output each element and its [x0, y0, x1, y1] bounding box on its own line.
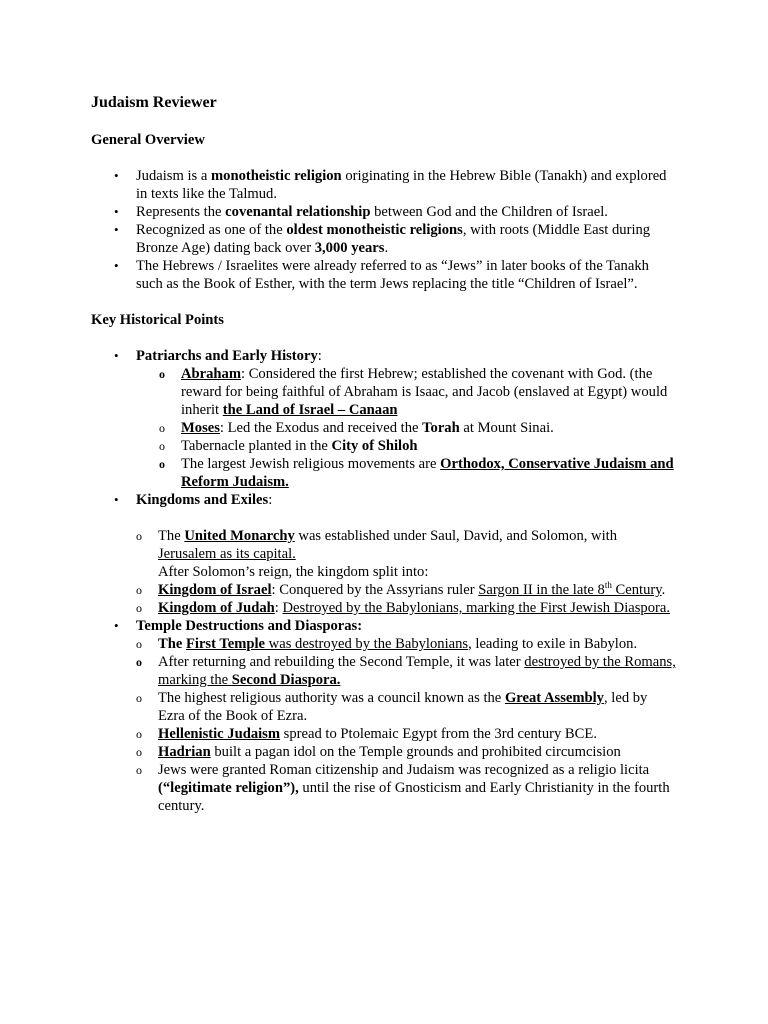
list-item	[136, 653, 676, 689]
bold-text: City of Shiloh	[331, 438, 418, 454]
bullet-icon: •	[114, 222, 119, 237]
bullet-icon: •	[114, 204, 119, 219]
text: Tabernacle planted in the	[181, 438, 332, 454]
circle-bullet-icon: o	[159, 421, 165, 435]
bold-underline-text: Hellenistic Judaism	[158, 726, 281, 742]
text: : Conquered by the Assyrians ruler	[271, 582, 479, 598]
text: The highest religious authority was a council known as the	[158, 690, 505, 706]
list-item	[114, 221, 676, 257]
list-item	[114, 257, 676, 293]
bold-text: oldest monotheistic religions	[286, 222, 463, 238]
text: : Considered the first Hebrew; established the covenant with God. (the reward for being faithful of Abraham is Isaac, and Jacob (enslaved at Egypt) would inherit	[181, 366, 668, 418]
general-overview-list	[114, 167, 676, 293]
circle-bullet-icon: o	[136, 655, 142, 669]
list-item	[136, 635, 676, 653]
text: Jews were granted Roman citizenship and Judaism was recognized as a religio licita	[158, 762, 650, 778]
bold-text: Torah	[422, 420, 460, 436]
bold-text: Kingdoms and Exiles	[136, 492, 269, 508]
bullet-icon: •	[114, 258, 119, 273]
document-title: Judaism Reviewer	[91, 94, 217, 111]
circle-bullet-icon: o	[136, 637, 142, 651]
list-item-patriarchs	[114, 347, 676, 491]
text: Recognized as one of the	[136, 222, 287, 238]
list-item	[159, 365, 676, 419]
underline-text: destroyed by the Romans, marking the	[158, 654, 676, 688]
text: originating in the Hebrew Bible (Tanakh) and explored in texts like the Talmud.	[136, 168, 667, 202]
list-item	[114, 203, 676, 221]
bold-underline-text: United Monarchy	[184, 528, 295, 544]
bold-underline-text: Kingdom of Judah	[158, 600, 275, 616]
circle-bullet-icon: o	[159, 439, 165, 453]
list-item	[136, 599, 676, 617]
text: until the rise of Gnosticism and Early Christianity in the fourth century.	[158, 780, 670, 814]
text: :	[274, 600, 283, 616]
circle-bullet-icon: o	[136, 691, 142, 705]
bold-underline-text: First Temple	[185, 636, 266, 652]
text: :	[268, 492, 273, 508]
list-item-kingdoms	[114, 491, 676, 617]
patriarchs-sublist	[136, 365, 676, 491]
list-item	[114, 167, 676, 203]
bold-underline-text: Great Assembly	[504, 690, 604, 706]
underline-text: was destroyed by the Babylonians	[265, 636, 469, 652]
list-item	[136, 527, 676, 581]
key-points-list	[114, 347, 676, 815]
list-item	[136, 725, 676, 743]
bullet-icon: •	[114, 168, 119, 183]
list-item	[136, 580, 676, 599]
bullet-icon: •	[114, 348, 119, 363]
underline-text: Sargon II in the late 8	[478, 582, 605, 598]
text: .	[661, 582, 666, 598]
circle-bullet-icon: o	[159, 367, 165, 381]
kingdoms-sublist	[136, 527, 676, 617]
text: :	[317, 348, 322, 364]
circle-bullet-icon: o	[136, 583, 142, 597]
text: The	[158, 528, 185, 544]
bold-text: The	[158, 636, 186, 652]
bold-text: covenantal relationship	[225, 204, 371, 220]
bold-underline-text: the Land of Israel – Canaan	[222, 402, 398, 418]
bold-text: Patriarchs and Early History	[136, 348, 318, 364]
circle-bullet-icon: o	[136, 727, 142, 741]
bullet-icon: •	[114, 618, 119, 633]
circle-bullet-icon: o	[136, 745, 142, 759]
superscript: th	[604, 580, 612, 590]
circle-bullet-icon: o	[159, 457, 165, 471]
text: was established under Saul, David, and Solomon, with	[294, 528, 617, 544]
text: between God and the Children of Israel.	[370, 204, 608, 220]
text: The largest Jewish religious movements are	[181, 456, 441, 472]
text: spread to Ptolemaic Egypt from the 3rd century BCE.	[280, 726, 597, 742]
bullet-icon: •	[114, 492, 119, 507]
text: The Hebrews / Israelites were already referred to as “Jews” in later books of the Tanakh such as the Book of Esther, with the term Jews replacing the title “Children of Israel”.	[136, 258, 649, 292]
list-item	[136, 761, 676, 815]
text: at Mount Sinai.	[459, 420, 554, 436]
bold-underline-text: Kingdom of Israel	[158, 582, 272, 598]
list-item	[136, 743, 676, 761]
temple-sublist	[136, 635, 676, 815]
circle-bullet-icon: o	[136, 529, 142, 543]
text: , leading to exile in Babylon.	[468, 636, 638, 652]
underline-text: Century	[615, 582, 662, 598]
list-item	[159, 419, 676, 437]
bold-underline-text: Abraham	[181, 366, 241, 382]
bold-underline-text: Moses	[181, 420, 220, 436]
list-item	[136, 689, 676, 725]
section-heading-general-overview: General Overview	[91, 132, 205, 148]
text: .	[384, 240, 389, 256]
text: Represents the	[136, 204, 226, 220]
list-item	[159, 437, 676, 455]
underline-text: Destroyed by the Babylonians, marking the First Jewish Diaspora.	[282, 600, 670, 616]
text: After returning and rebuilding the Second Temple, it was later	[158, 654, 525, 670]
text: : Led the Exodus and received the	[219, 420, 423, 436]
bold-text: (“legitimate religion”),	[158, 780, 299, 796]
bold-underline-text: Second Diaspora.	[231, 672, 341, 688]
underline-text: Jerusalem as its capital.	[158, 546, 296, 562]
bold-text: monotheistic religion	[211, 168, 342, 184]
bold-underline-text: Orthodox, Conservative Judaism and Reform Judaism.	[181, 456, 674, 490]
text: , with roots (Middle East during Bronze Age) dating back over	[136, 222, 651, 256]
spacer	[136, 509, 676, 527]
list-item-temple	[114, 617, 676, 815]
bold-text: 3,000 years	[314, 240, 385, 256]
circle-bullet-icon: o	[136, 763, 142, 777]
bold-underline-text: Hadrian	[158, 744, 211, 760]
text: , led by Ezra of the Book of Ezra.	[158, 690, 648, 724]
circle-bullet-icon: o	[136, 601, 142, 615]
section-heading-key-historical-points: Key Historical Points	[91, 312, 224, 328]
text: built a pagan idol on the Temple grounds and prohibited circumcision	[210, 744, 621, 760]
bold-text: Temple Destructions and Diasporas:	[136, 618, 363, 634]
list-item	[159, 455, 676, 491]
text: After Solomon’s reign, the kingdom split into:	[158, 564, 429, 580]
text: Judaism is a	[136, 168, 211, 184]
